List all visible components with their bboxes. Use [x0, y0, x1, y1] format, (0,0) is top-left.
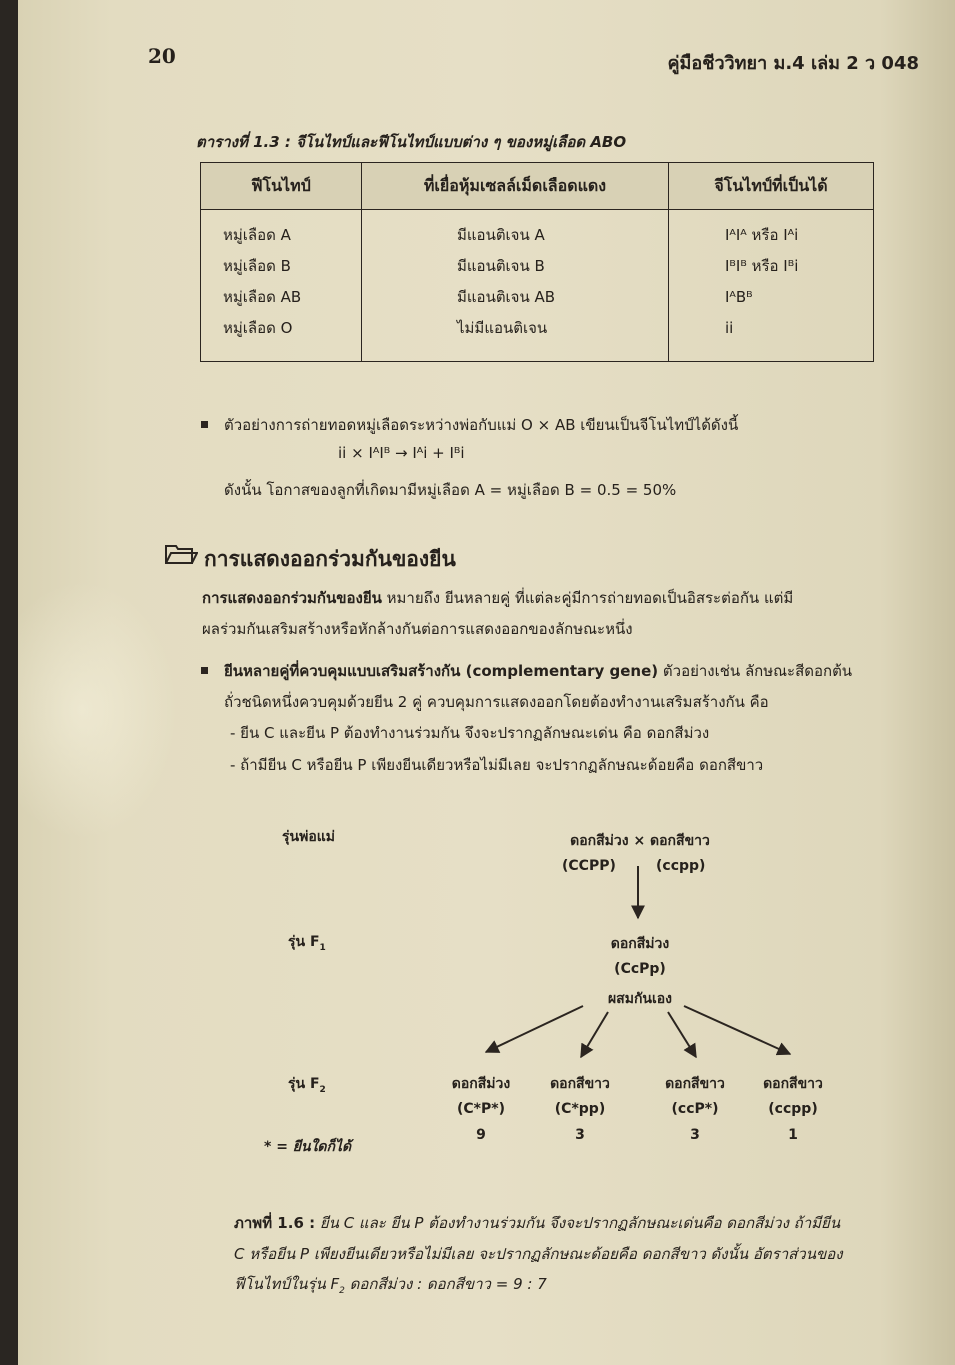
f2-generation-label	[288, 1073, 326, 1095]
table-row	[201, 210, 874, 362]
figure-caption-line-3	[234, 1272, 547, 1296]
f2-genotype-2: (C*pp)	[554, 1101, 606, 1117]
complementary-line-2: ถั่วชนิดหนึ่งควบคุมด้วยยีน 2 คู่ ควบคุมการแสดงออกโดยต้องทำงานเสริมสร้างกัน คือ	[224, 693, 769, 711]
figure-caption-text-3a: ฟีโนไทป์ในรุ่น F	[234, 1275, 340, 1293]
f2-phenotype-3: ดอกสีขาว	[665, 1076, 725, 1092]
genotype-b: IᴮIᴮ หรือ Iᴮi	[725, 257, 799, 275]
complementary-line-1	[224, 659, 852, 683]
antigen-a: มีแอนติเจน A	[457, 226, 545, 244]
phenotype-a: หมู่เลือด A	[223, 226, 291, 244]
table-caption	[196, 130, 626, 154]
running-head: คู่มือชีววิทยา ม.4 เล่ม 2 ว 048	[667, 53, 919, 74]
arrow-to-white-2	[668, 1012, 696, 1057]
arrow-to-white-3	[684, 1006, 790, 1054]
f2-phenotype-1: ดอกสีม่วง	[451, 1076, 511, 1092]
figure-caption-label: ภาพที่ 1.6 :	[234, 1214, 316, 1232]
f1-phenotype: ดอกสีม่วง	[610, 936, 670, 952]
example-line-3: ดังนั้น โอกาสของลูกที่เกิดมามีหมู่เลือด A = หมู่เลือด B = 0.5 = 50%	[224, 481, 677, 499]
example-line-2: ii × IᴬIᴮ → Iᴬi + Iᴮi	[338, 444, 465, 462]
f2-ratio-2: 3	[575, 1127, 585, 1143]
antigen-ab: มีแอนติเจน AB	[457, 288, 556, 306]
f2-ratio-1: 9	[476, 1127, 486, 1143]
footnote: * = ยีนใดก็ได้	[264, 1139, 352, 1155]
phenotype-o: หมู่เลือด O	[223, 319, 293, 337]
header-membrane: ที่เยื่อหุ้มเซลล์เม็ดเลือดแดง	[362, 163, 669, 210]
header-genotype: จีโนไทป์ที่เป็นได้	[669, 163, 874, 210]
bullet-icon	[201, 667, 208, 674]
phenotype-ab: หมู่เลือด AB	[223, 288, 302, 306]
figure-caption-sub: 2	[339, 1286, 345, 1296]
parent-genotype-right: (ccpp)	[656, 858, 706, 874]
folder-icon	[164, 542, 198, 566]
genotype-cell	[669, 210, 874, 362]
arrow-to-white-1	[581, 1012, 608, 1057]
definition-line-1	[202, 586, 793, 610]
figure-caption-line-1	[234, 1211, 840, 1235]
complementary-rest: ตัวอย่างเช่น ลักษณะสีดอกต้น	[658, 662, 853, 680]
table-header-row	[201, 163, 874, 210]
f2-phenotype-2: ดอกสีขาว	[550, 1076, 610, 1092]
genotype-a: IᴬIᴬ หรือ Iᴬi	[725, 226, 799, 244]
f2-phenotype-4: ดอกสีขาว	[763, 1076, 823, 1092]
genotype-ab: IᴬBᴮ	[725, 288, 753, 306]
f1-genotype: (CcPp)	[614, 961, 666, 977]
f2-ratio-4: 1	[788, 1127, 798, 1143]
figure-caption-text-3b: ดอกสีม่วง : ดอกสีขาว = 9 : 7	[344, 1275, 547, 1293]
genotype-o: ii	[725, 319, 734, 337]
sub-point-1: - ยีน C และยีน P ต้องทำงานร่วมกัน จึงจะปรากฏลักษณะเด่น คือ ดอกสีม่วง	[230, 724, 710, 742]
section-title: การแสดงออกร่วมกันของยีน	[204, 547, 456, 571]
figure-caption-text-1: ยีน C และ ยีน P ต้องทำงานร่วมกัน จึงจะปรากฏลักษณะเด่นคือ ดอกสีม่วง ถ้ามียีน	[315, 1214, 841, 1232]
complementary-term: ยีนหลายคู่ที่ควบคุมแบบเสริมสร้างกัน (complementary gene)	[224, 662, 659, 680]
example-line-1: ตัวอย่างการถ่ายทอดหมู่เลือดระหว่างพ่อกับแม่ O × AB เขียนเป็นจีโนไทป์ได้ดังนี้	[224, 416, 739, 434]
arrow-to-purple	[486, 1006, 583, 1052]
parent-genotype-left: (CCPP)	[562, 858, 616, 874]
f2-label-text: รุ่น F	[288, 1076, 320, 1092]
f2-label-sub: 2	[319, 1084, 326, 1095]
selfing-label: ผสมกันเอง	[607, 991, 673, 1007]
f2-genotype-4: (ccpp)	[768, 1101, 818, 1117]
book-page	[18, 0, 955, 1365]
parent-generation-label: รุ่นพ่อแม่	[282, 829, 335, 845]
page-number: 20	[148, 44, 176, 68]
f2-genotype-3: (ccP*)	[671, 1101, 719, 1117]
definition-term: การแสดงออกร่วมกันของยีน	[202, 589, 382, 607]
phenotype-cell	[201, 210, 362, 362]
f1-generation-label	[288, 931, 326, 953]
sub-point-2: - ถ้ามียีน C หรือยีน P เพียงยีนเดียวหรือไม่มีเลย จะปรากฏลักษณะด้อยคือ ดอกสีขาว	[230, 756, 764, 774]
bullet-icon	[201, 421, 208, 428]
antigen-none: ไม่มีแอนติเจน	[457, 319, 548, 337]
phenotype-b: หมู่เลือด B	[223, 257, 291, 275]
antigen-cell	[362, 210, 669, 362]
f2-genotype-1: (C*P*)	[457, 1101, 505, 1117]
table-caption-text: จีโนไทป์และฟีโนไทป์แบบต่าง ๆ ของหมู่เลือด ABO	[296, 133, 627, 151]
parent-cross: ดอกสีม่วง × ดอกสีขาว	[570, 833, 710, 849]
f1-label-sub: 1	[319, 942, 326, 953]
page-glare	[18, 580, 178, 840]
table-caption-label: ตารางที่ 1.3 :	[196, 133, 291, 151]
figure-caption-line-2: C หรือยีน P เพียงยีนเดียวหรือไม่มีเลย จะปรากฏลักษณะด้อยคือ ดอกสีขาว ดังนั้น อัตราส่วนของ	[234, 1245, 843, 1263]
definition-rest: หมายถึง ยีนหลายคู่ ที่แต่ละคู่มีการถ่ายทอดเป็นอิสระต่อกัน แต่มี	[381, 589, 794, 607]
abo-table	[200, 162, 874, 362]
f1-label-text: รุ่น F	[288, 934, 320, 950]
antigen-b: มีแอนติเจน B	[457, 257, 545, 275]
header-phenotype: ฟีโนไทป์	[201, 163, 362, 210]
definition-line-2: ผลร่วมกันเสริมสร้างหรือหักล้างกันต่อการแสดงออกของลักษณะหนึ่ง	[202, 620, 633, 638]
f2-ratio-3: 3	[690, 1127, 700, 1143]
